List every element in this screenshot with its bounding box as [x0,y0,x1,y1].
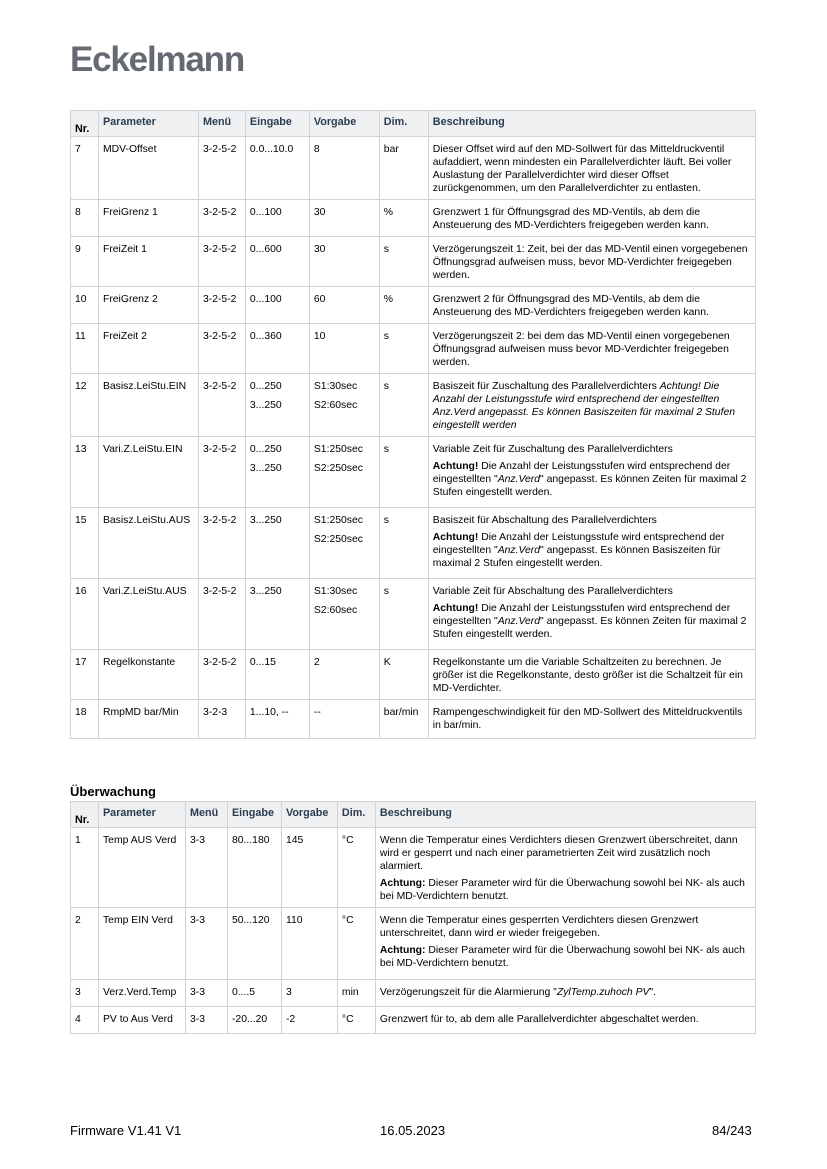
row-vorgabe [309,508,379,579]
row-beschreibung [428,700,755,739]
value-line: 30 [313,207,326,218]
description-paragraph [433,531,751,570]
row-vorgabe [281,908,337,980]
value-line: -2 [285,1014,296,1025]
description-text: ZylTemp.zuhoch PV [556,987,650,998]
value-line: 3...250 [249,463,282,474]
row-vorgabe [309,137,379,200]
description-text: ". [649,987,657,998]
description-text: Variable Zeit für Zuschaltung des Parallelverdichters [432,444,673,455]
row-eingabe [245,650,309,700]
row-menu: 3-2-5-2 [198,324,245,374]
row-dim: s [379,508,428,579]
value-line: S1:250sec [313,444,363,455]
table-row [71,508,756,579]
value-line: 0...250 [249,444,282,455]
value-line: 110 [285,915,303,926]
row-nr: 16 [71,579,99,650]
description-paragraph [380,944,751,970]
row-eingabe [245,374,309,437]
description-text: Die Anzahl der Leistungsstufen wird entsprechend der eingestellten " [432,461,731,485]
section-title-ueberwachung: Überwachung [70,784,156,799]
value-line: 60 [313,294,326,305]
table-row [71,287,756,324]
row-eingabe [245,200,309,237]
description-text: Achtung! [432,603,479,614]
description-paragraph [380,986,751,999]
description-text: Verzögerungszeit 2: bei dem das MD-Ventil einen vorgegebenen Öffnungsgrad aufweisen muss bevor MD-Verdichter freigegeben werden. [432,331,730,368]
table-row [71,200,756,237]
parameter-table-ueberwachung [70,801,756,1034]
row-beschreibung [428,200,755,237]
row-menu: 3-2-5-2 [198,374,245,437]
row-beschreibung [375,1007,755,1034]
row-dim: °C [337,828,375,908]
value-line: S1:250sec [313,515,363,526]
value-line: 0...600 [249,244,282,255]
row-eingabe [245,137,309,200]
description-text: Verzögerungszeit 1: Zeit, bei der das MD-Ventil einen vorgegebenen Öffnungsgrad aufweisen muss, bevor MD-Verdichter freigegeben werden. [432,244,748,281]
row-beschreibung [428,508,755,579]
row-eingabe [245,437,309,508]
row-dim: K [379,650,428,700]
description-paragraph [433,585,751,598]
value-line: 2 [313,657,320,668]
row-beschreibung [428,374,755,437]
row-parameter: PV to Aus Verd [98,1007,185,1034]
row-vorgabe [309,287,379,324]
value-line: 10 [313,331,326,342]
eckelmann-logo: Eckelmann [70,40,245,79]
row-parameter: FreiZeit 2 [98,324,198,374]
row-beschreibung [375,980,755,1007]
description-text: Achtung: [379,878,426,889]
table-row [71,579,756,650]
footer-page-number: 84/243 [712,1123,752,1138]
value-line: 0...100 [249,207,282,218]
value-line: 1...10, -- [249,707,289,718]
row-beschreibung [375,908,755,980]
row-eingabe [227,908,281,980]
description-paragraph [433,243,751,282]
value-line: S1:30sec [313,586,358,597]
row-parameter: Verz.Verd.Temp [98,980,185,1007]
value-line: 3 [285,987,292,998]
value-line: S2:60sec [313,605,358,616]
row-dim: bar [379,137,428,200]
value-line: 3...250 [249,400,282,411]
description-paragraph [433,656,751,695]
row-nr: 10 [71,287,99,324]
row-vorgabe [309,200,379,237]
description-paragraph [433,602,751,641]
row-eingabe [245,579,309,650]
row-vorgabe [309,650,379,700]
row-parameter: Basisz.LeiStu.AUS [98,508,198,579]
row-nr: 2 [71,908,99,980]
row-dim: bar/min [379,700,428,739]
row-eingabe [245,324,309,374]
row-eingabe [227,1007,281,1034]
col-header-beschreibung: Beschreibung [428,111,755,137]
row-parameter: Temp EIN Verd [98,908,185,980]
row-beschreibung [375,828,755,908]
description-paragraph [433,330,751,369]
description-paragraph [433,293,751,319]
description-text: Anz.Verd [497,545,541,556]
row-parameter: FreiGrenz 1 [98,200,198,237]
description-text: " angepasst. Es können Zeiten für maximal 2 Stufen eingestellt werden. [432,616,747,640]
table-row [71,1007,756,1034]
table-row [71,374,756,437]
table-row [71,650,756,700]
value-line: 3...250 [249,515,282,526]
row-menu: 3-2-5-2 [198,137,245,200]
value-line: 0...250 [249,381,282,392]
description-paragraph [380,1013,751,1026]
row-nr: 1 [71,828,99,908]
row-eingabe [245,700,309,739]
row-menu: 3-3 [185,828,227,908]
row-dim: s [379,437,428,508]
row-parameter: Basisz.LeiStu.EIN [98,374,198,437]
row-menu: 3-2-5-2 [198,437,245,508]
row-vorgabe [309,700,379,739]
row-menu: 3-3 [185,980,227,1007]
row-menu: 3-3 [185,1007,227,1034]
row-vorgabe [281,828,337,908]
row-parameter: MDV-Offset [98,137,198,200]
description-text: Achtung! [432,532,479,543]
col-header-menu: Menü [198,111,245,137]
value-line: S2:250sec [313,463,363,474]
col-header-parameter: Parameter [98,111,198,137]
table-row [71,437,756,508]
row-vorgabe [309,324,379,374]
description-text: Verzögerungszeit für die Alarmierung " [379,987,557,998]
col-header-eingabe: Eingabe [245,111,309,137]
description-text: Grenzwert 1 für Öffnungsgrad des MD-Ventils, ab dem die Ansteuerung des MD-Verdichters freigegeben werden kann. [432,207,709,231]
col-header-vorgabe: Vorgabe [309,111,379,137]
description-text: Achtung: [379,945,426,956]
row-vorgabe [309,374,379,437]
table-row [71,237,756,287]
row-nr: 4 [71,1007,99,1034]
description-paragraph [380,914,751,940]
row-nr: 13 [71,437,99,508]
description-text: Dieser Parameter wird für die Überwachung sowohl bei NK- als auch bei MD-Verdichtern benutzt. [379,945,745,969]
row-parameter: FreiZeit 1 [98,237,198,287]
description-text: Die Anzahl der Leistungsstufe wird entsprechend der eingestellten " [432,532,725,556]
table-row [71,700,756,739]
row-beschreibung [428,437,755,508]
row-nr: 18 [71,700,99,739]
description-text: Regelkonstante um die Variable Schaltzeiten zu berechnen. Je größer ist die Regelkonstante, desto größer ist die Schaltzeit für ein MD-Verdichter. [432,657,743,694]
row-menu: 3-2-5-2 [198,200,245,237]
description-text: Basiszeit für Zuschaltung des Parallelverdichters [432,381,660,392]
row-nr: 11 [71,324,99,374]
row-menu: 3-3 [185,908,227,980]
description-text: Rampengeschwindigkeit für den MD-Sollwert des Mitteldruckventils in bar/min. [432,707,743,731]
table-row [71,908,756,980]
row-parameter: Vari.Z.LeiStu.AUS [98,579,198,650]
table-row [71,324,756,374]
value-line: 50...120 [231,915,270,926]
row-eingabe [245,508,309,579]
description-text: Dieser Parameter wird für die Überwachung sowohl bei NK- als auch bei MD-Verdichtern benutzt. [379,878,745,902]
col-header-beschreibung: Beschreibung [375,802,755,828]
description-text: Grenzwert für to, ab dem alle Parallelverdichter abgeschaltet werden. [379,1014,699,1025]
row-parameter: Temp AUS Verd [98,828,185,908]
description-text: Basiszeit für Abschaltung des Parallelverdichters [432,515,657,526]
row-nr: 12 [71,374,99,437]
row-menu: 3-2-5-2 [198,579,245,650]
description-text: Wenn die Temperatur eines Verdichters diesen Grenzwert überschreitet, dann wird er gesperrt und nach einer parametrierten Zeit wird zusätzlich noch alarmiert. [379,835,738,872]
row-nr: 17 [71,650,99,700]
row-nr: 7 [71,137,99,200]
description-paragraph [380,834,751,873]
col-header-parameter: Parameter [98,802,185,828]
row-dim: min [337,980,375,1007]
row-parameter: Regelkonstante [98,650,198,700]
row-beschreibung [428,137,755,200]
description-text: Grenzwert 2 für Öffnungsgrad des MD-Ventils, ab dem die Ansteuerung des MD-Verdichters freigegeben werden kann. [432,294,709,318]
description-text: Anz.Verd [497,474,541,485]
footer-date: 16.05.2023 [380,1123,446,1138]
row-dim: % [379,200,428,237]
row-nr: 15 [71,508,99,579]
description-paragraph [433,706,751,732]
row-nr: 3 [71,980,99,1007]
value-line: 0....5 [231,987,256,998]
row-dim: s [379,237,428,287]
description-text: Wenn die Temperatur eines gesperrten Verdichters diesen Grenzwert unterschreitet, dann wird er wieder freigegeben. [379,915,699,939]
value-line: -- [313,707,321,718]
value-line: 145 [285,835,304,846]
description-paragraph [433,514,751,527]
row-menu: 3-2-3 [198,700,245,739]
value-line: 3...250 [249,586,282,597]
description-paragraph [380,877,751,903]
row-eingabe [245,237,309,287]
row-beschreibung [428,324,755,374]
col-header-vorgabe: Vorgabe [281,802,337,828]
description-text: Anz.Verd [497,616,541,627]
col-header-nr: Nr. [71,111,99,137]
value-line: 0.0...10.0 [249,144,294,155]
col-header-menu: Menü [185,802,227,828]
description-text: Achtung! Die Anzahl der Leistungsstufe wird entsprechend der eingestellten Anz.Verd angepasst. Es können Basiszeiten für maximal 2 Stufen eingestellt werden [432,381,736,431]
row-vorgabe [281,980,337,1007]
value-line: 30 [313,244,326,255]
row-parameter: FreiGrenz 2 [98,287,198,324]
description-paragraph [433,443,751,456]
row-menu: 3-2-5-2 [198,650,245,700]
row-beschreibung [428,579,755,650]
table-row [71,137,756,200]
row-dim: °C [337,908,375,980]
row-vorgabe [309,437,379,508]
row-vorgabe [281,1007,337,1034]
description-text: Achtung! [432,461,479,472]
row-menu: 3-2-5-2 [198,287,245,324]
row-dim: °C [337,1007,375,1034]
description-text: " angepasst. Es können Zeiten für maximal 2 Stufen eingestellt werden. [432,474,747,498]
description-text: Dieser Offset wird auf den MD-Sollwert für das Mitteldruckventil aufaddiert, wenn mindesten ein Parallelverdichter läuft. Bei voller Auslastung der Parallelverdichter wird dieser Offset zurückgenommen, um den Parallelverdichter zu entlasten. [432,144,732,194]
row-parameter: RmpMD bar/Min [98,700,198,739]
description-paragraph [433,380,751,432]
col-header-dim: Dim. [337,802,375,828]
footer-firmware: Firmware V1.41 V1 [70,1123,182,1138]
value-line: 80...180 [231,835,270,846]
row-beschreibung [428,650,755,700]
row-menu: 3-2-5-2 [198,237,245,287]
row-vorgabe [309,579,379,650]
row-eingabe [227,980,281,1007]
value-line: S2:250sec [313,534,363,545]
description-paragraph [433,206,751,232]
value-line: 0...100 [249,294,282,305]
row-parameter: Vari.Z.LeiStu.EIN [98,437,198,508]
value-line: 0...15 [249,657,276,668]
row-nr: 8 [71,200,99,237]
value-line: 8 [313,144,320,155]
col-header-dim: Dim. [379,111,428,137]
col-header-nr: Nr. [71,802,99,828]
row-dim: s [379,324,428,374]
row-eingabe [245,287,309,324]
row-dim: s [379,579,428,650]
value-line: 0...360 [249,331,282,342]
row-beschreibung [428,237,755,287]
description-text: Die Anzahl der Leistungsstufen wird entsprechend der eingestellten " [432,603,731,627]
row-dim: % [379,287,428,324]
row-nr: 9 [71,237,99,287]
row-dim: s [379,374,428,437]
value-line: S2:60sec [313,400,358,411]
table-row [71,980,756,1007]
description-text: " angepasst. Es können Basiszeiten für maximal 2 Stufen eingestellt werden. [432,545,721,569]
parameter-table-md [70,110,756,739]
description-paragraph [433,143,751,195]
col-header-eingabe: Eingabe [227,802,281,828]
description-text: Variable Zeit für Abschaltung des Parallelverdichters [432,586,673,597]
value-line: -20...20 [231,1014,268,1025]
row-vorgabe [309,237,379,287]
row-eingabe [227,828,281,908]
table-row [71,828,756,908]
description-paragraph [433,460,751,499]
row-menu: 3-2-5-2 [198,508,245,579]
value-line: S1:30sec [313,381,358,392]
row-beschreibung [428,287,755,324]
